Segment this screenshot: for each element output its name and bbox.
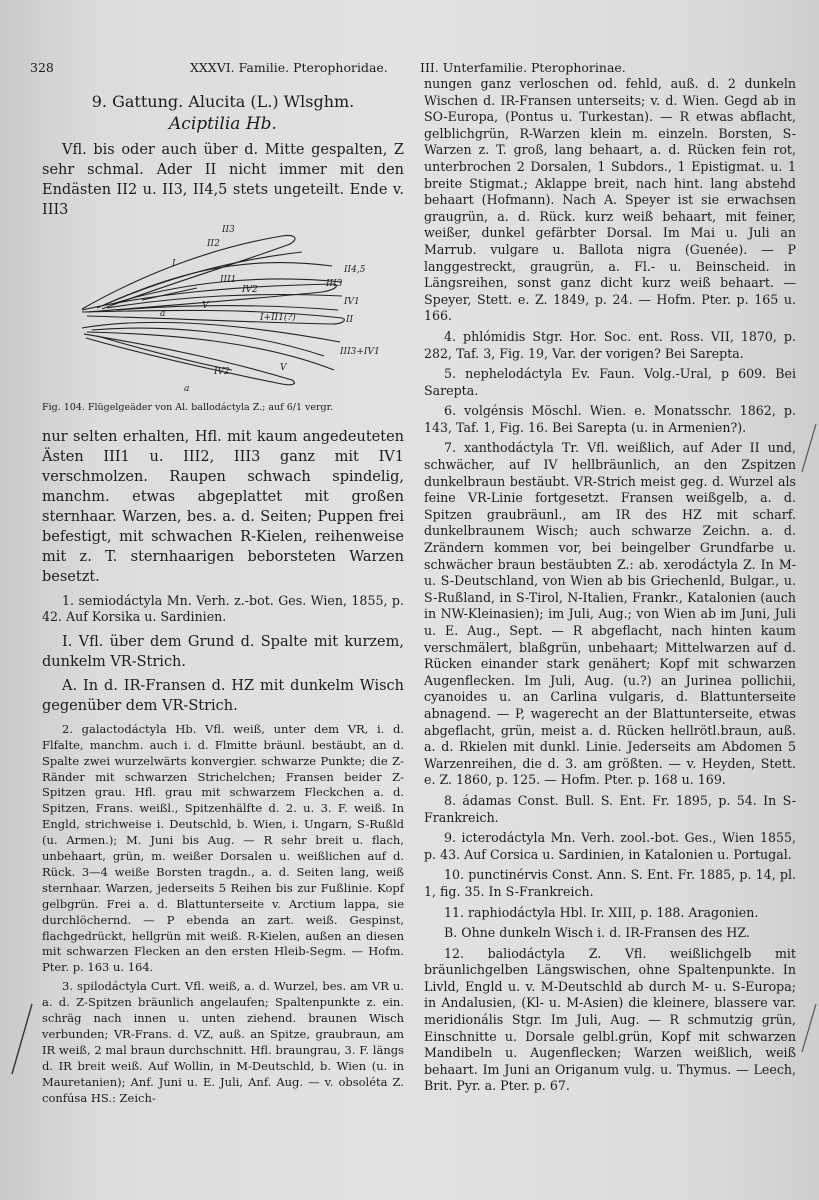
fig-label: I+II1(?): [260, 313, 296, 323]
header-subfamily: III. Unterfamilie. Pterophorinae.: [420, 60, 626, 75]
species-entry: 3. spilodáctyla Curt. Vfl. weiß, a. d. Wurzel, bes. am VR u. a. d. Z-Spitzen bräunlich angelaufen; Spaltenpunkte z. ein. schräg nach innen u. unten ziehend. braunen Wisch verbunden; VR-Frans. d. VZ, auß. an Spitze, graubraun, am IR weiß, 2 mal braun durchschnitt. Hfl. braungrau, 3. F. längs d. IR breit weiß. Auf Wollin, in M-Deutschld, b. Wien (u. in Mauretanien); Anf. Juni u. E. Juli, Anf. Aug. — v. obsoléta Z. confúsa HS.: Zeich-: [42, 979, 404, 1105]
right-column: [424, 76, 796, 1098]
species-entry: 2. galactodáctyla Hb. Vfl. weiß, unter dem VR, i. d. Flfalte, manchm. auch i. d. Flmitte bräunl. bestäubt, an d. Spalte zwei wurzelwärts konvergier. schwarze Punkte; die Z-Ränder mit schwarzen Strichelchen; Fransen beider Z-Spitzen grau. Hfl. grau mit schwarzem Fleckchen a. d. Spitzen, Frans. weißl., Spitzenhälfte d. 2. u. 3. F. weiß. In Engld, strichweise i. Deutschld, b. Wien, i. Ungarn, S-Rußld (u. Armen.); M. Juni bis Aug. — R sehr breit u. flach, unbehaart, grün, m. weißer Dorsalen u. weißlichen auf d. Rück. 3—4 weiße Borsten tragdn., a. d. Seiten lang, weiß sternhaar. Warzen, jederseits 5 Reihen bis zur Fußlinie. Kopf gelbgrün. Frei a. d. Blattunterseite v. Arctium lappa, sie durchlöchernd. — P ebenda an zart. weiß. Gespinst, flachgedrückt, hellgrün mit weiß. R-Kielen, außen an diesen mit schwarzen Flecken an den ersten Hleib-Segm. — Hofm. Pter. p. 163 u. 164.: [42, 721, 404, 975]
fig-label: a: [184, 384, 190, 394]
species-entry: 7. xanthodáctyla Tr. Vfl. weißlich, auf Ader II und, schwächer, auf IV hellbräunlich, an den Zspitzen dunkelbraun bestäubt. VR-Strich meist geg. d. Wurzel als feine VR-Linie fortgesetzt. Fransen weißgelb, a. d. Spitzen graubräunl., am IR des HZ mit scharf. dunkelbraunem Wisch; auch schwarze Zeichn. a. d. Zrändern kommen vor, bei beingelber Grundfarbe u. schwächer braun bestäubten Z.: ab. xerodáctyla Z. In M- u. S-Deutschland, von Wien ab bis Griechenld, Bulgar., u. S-Rußland, in S-Tirol, N-Italien, Frankr., Katalonien (auch in NW-Kleinasien); im Juli, Aug.; von Wien ab im Juni, Juli u. E. Aug., Sept. — R abgeflacht, nach hinten kaum verschmälert, blaßgrün, unbehaart; Mittelwarzen auf d. Rücken einander stark genähert; Kopf mit schwarzen Augenflecken. Im Juli, Aug. (u.?) an Jurinea pollichii, cyanoides u. an Carlina vulgaris, d. Blattunterseite abnagend. — P, wagerecht an der Blattunterseite, etwas abgeflacht, grün, meist a. d. Rücken hellrötl.braun, auß. a. d. Rkielen mit dunkl. Linie. Jederseits am Abdomen 5 Warzenreihen, die d. 3. am größten. — v. Heyden, Stett. e. Z. 1860, p. 125. — Hofm. Pter. p. 168 u. 169.: [424, 440, 796, 788]
wing-venation-figure: [42, 224, 404, 394]
key-section-A: A. In d. IR-Fransen d. HZ mit dunkelm Wisch gegenüber dem VR-Strich.: [42, 677, 404, 714]
key-section-B: B. Ohne dunkeln Wisch i. d. IR-Fransen des HZ.: [444, 925, 750, 941]
header-family: XXXVI. Familie. Pterophoridae.: [190, 60, 388, 75]
fig-label: I: [172, 259, 176, 269]
species-entry: 9. icterodáctyla Mn. Verh. zool.-bot. Ges., Wien 1855, p. 43. Auf Corsica u. Sardinien, in Katalonien u. Portugal.: [424, 830, 796, 862]
pencil-mark: [800, 420, 818, 480]
fig-label: III1: [220, 275, 237, 285]
genus-heading: 9. Gattung. Alucita (L.) Wlsghm.: [91, 92, 355, 111]
key-section-I: I. Vfl. über dem Grund d. Spalte mit kurzem, dunkelm VR-Strich.: [42, 633, 404, 670]
genus-description: Vfl. bis oder auch über d. Mitte gespalten, Z sehr schmal. Ader II nicht immer mit den Endästen II2 u. II3, II4,5 stets ungeteilt. Ende v. III3: [42, 142, 404, 218]
fig-label: IV2: [214, 367, 230, 377]
pencil-mark: [800, 1000, 818, 1060]
species-entry: 5. nephelodáctyla Ev. Faun. Volg.-Ural, p 609. Bei Sarepta.: [424, 366, 796, 398]
left-column: [42, 80, 404, 1110]
fig-label: II3: [222, 225, 235, 235]
fig-label: V: [280, 363, 287, 373]
fig-label: V: [202, 301, 209, 311]
genus-synonym: Aciptilia Hb.: [169, 114, 277, 134]
fig-label: II4,5: [344, 265, 366, 275]
fig-label: IV2: [242, 285, 258, 295]
figure-caption: Fig. 104. Flügelgeäder von Al. ballodáctyla Z.; auf 6/1 vergr.: [42, 402, 334, 413]
species-entry: 11. raphiodáctyla Hbl. Ir. XIII, p. 188. Aragonien.: [444, 904, 759, 920]
species-continuation: nungen ganz verloschen od. fehld, auß. d. 2 dunkeln Wischen d. IR-Fransen unterseits; v. d. Wien. Gegd ab in SO-Europa, (Pontus u. Turkestan). — R etwas abflacht, gelblichgrün, R-Warzen klein m. einzeln. Borsten, S-Warzen z. T. groß, lang behaart, a. d. Rücken fein rot, unterbrochen 2 Dorsalen, 1 Subdors., 1 Epistigmat. u. 1 breite Stigmat.; Aklappe breit, nach hint. lang abstehd behaart (Hofmann). Nach A. Speyer ist sie erwachsen graugrün, a. d. Rück. kurz weiß behaart, mit feiner, weißer, dunkel gefärbter Dorsal. Im Mai u. Juli an Marrub. vulgare u. Ballota nigra (Guenée). — P langgestreckt, graugrün, a. Fl.- u. Beinscheid. in Längsreihen, sonst ganz dicht kurz weiß behaart. — Speyer, Stett. e. Z. 1849, p. 24. — Hofm. Pter. p. 165 u. 166.: [424, 76, 796, 324]
fig-label: II2: [207, 239, 220, 249]
fig-label: IV1: [344, 297, 360, 307]
pencil-mark: [6, 1000, 36, 1080]
fig-label: III3: [326, 279, 343, 289]
page-number: 328: [30, 60, 54, 75]
species-entry: 4. phlómidis Stgr. Hor. Soc. ent. Ross. VII, 1870, p. 282, Taf. 3, Fig. 19, Var. der vorigen? Bei Sarepta.: [424, 328, 796, 361]
species-entry: 6. volgénsis Möschl. Wien. e. Monatsschr. 1862, p. 143, Taf. 1, Fig. 16. Bei Sarepta (u. in Armenien?).: [424, 403, 796, 435]
venation-drawing: [42, 224, 404, 394]
species-entry: 10. punctinérvis Const. Ann. S. Ent. Fr. 1885, p. 14, pl. 1, fig. 35. In S-Frankreich.: [424, 867, 796, 899]
species-entry: 8. ádamas Const. Bull. S. Ent. Fr. 1895, p. 54. In S-Frankreich.: [424, 792, 796, 825]
genus-description-cont: nur selten erhalten, Hfl. mit kaum angedeuteten Ästen III1 u. III2, III3 ganz mit IV1 verschmolzen. Raupen schwach spindelig, manchm. etwas abgeplattet mit großen sternhaar. Warzen, bes. a. d. Seiten; Puppen frei befestigt, mit schwachen R-Kielen, reihenweise mit z. T. sternhaarigen beborsteten Warzen besetzt.: [42, 428, 404, 585]
species-entry: 1. semiodáctyla Mn. Verh. z.-bot. Ges. Wien, 1855, p. 42. Auf Korsika u. Sardinien.: [42, 592, 404, 625]
species-entry: 12. baliodáctyla Z. Vfl. weißlichgelb mit bräunlichgelben Längswischen, ohne Spaltenpunkte. In Livld, Engld u. v. M-Deutschld ab durch M- u. S-Europa; in Andalusien, (Kl- u. M-Asien) die kleinere, blassere var. meridionális Stgr. Im Juli, Aug. — R schmutzig grün, Einschnitte u. Dorsale gelbl.grün, Kopf mit schwarzen Mandibeln u. Augenflecken; Warzen weißlich, weiß behaart. Im Juni an Origanum vulg. u. Thymus. — Leech, Brit. Pyr. a. Pter. p. 67.: [424, 945, 796, 1094]
fig-label: III3+IV1: [340, 347, 380, 357]
fig-label: a: [160, 309, 166, 319]
fig-label: II: [346, 315, 354, 325]
